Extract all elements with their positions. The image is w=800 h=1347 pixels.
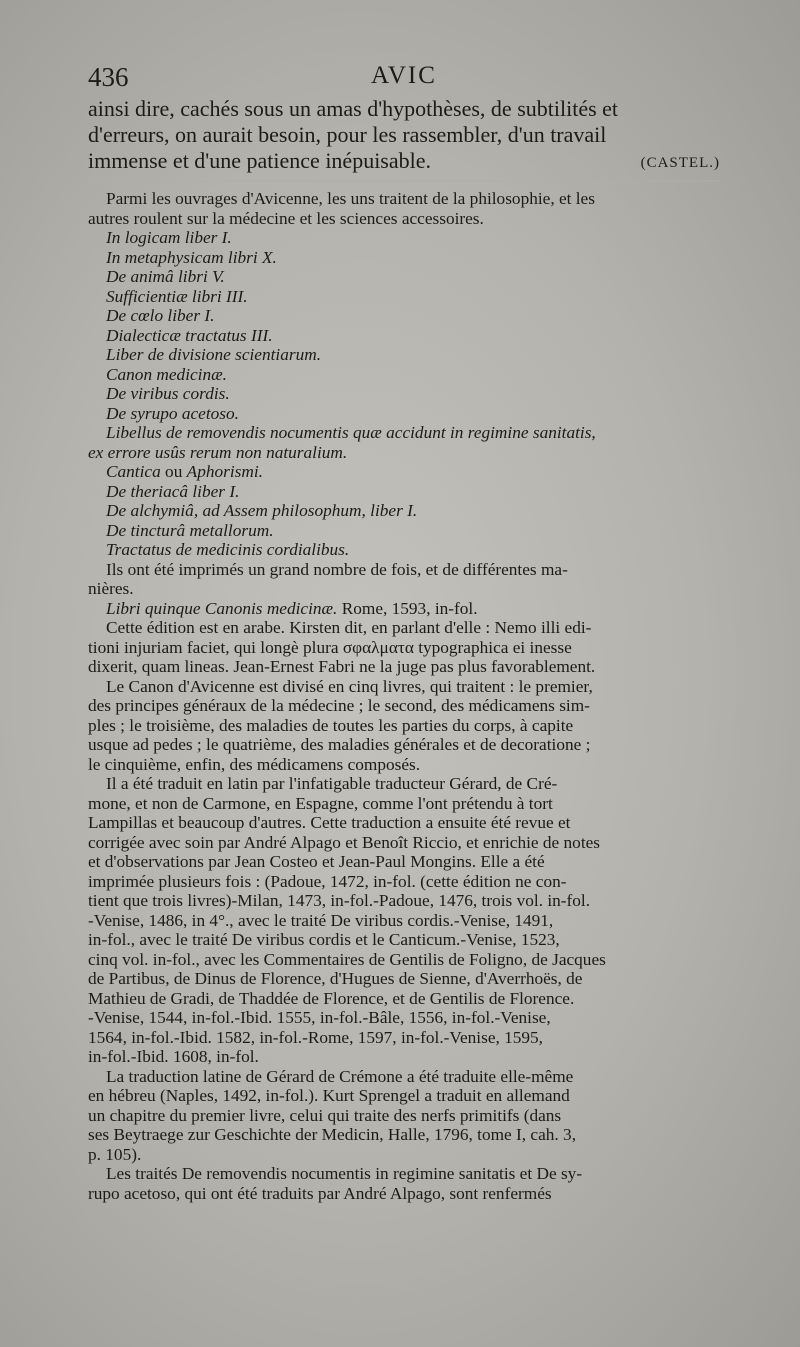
- work-title: In logicam liber I.: [106, 228, 232, 247]
- page-number: 436: [88, 62, 129, 92]
- text-line: La traduction latine de Gérard de Crémone a été traduite elle-même: [106, 1066, 574, 1086]
- text-line: Ils ont été imprimés un grand nombre de fois, et de différentes ma-: [106, 559, 568, 579]
- article-body: [88, 189, 720, 1203]
- text-segment: immense et d'une patience inépuisable.: [88, 148, 432, 173]
- text-line: rupo acetoso, qui ont été traduits par André Alpago, sont renfermés: [88, 1183, 552, 1203]
- work-title: In metaphysicam libri X.: [106, 247, 277, 267]
- text-line: le cinquième, enfin, des médicamens composés.: [88, 754, 421, 774]
- text-line: nières.: [88, 579, 134, 598]
- text-segment: Libri quinque Canonis medicinæ.: [106, 598, 338, 618]
- text-line: Les traités De removendis nocumentis in regimine sanitatis et De sy-: [106, 1164, 583, 1183]
- text-line: corrigée avec soin par André Alpago et Benoît Riccio, et enrichie de notes: [88, 832, 601, 852]
- text-line: des principes généraux de la médecine ; le second, des médicamens sim-: [88, 696, 590, 715]
- work-title: Tractatus de medicinis cordialibus.: [106, 540, 350, 559]
- work-title: [88, 462, 720, 482]
- text-segment: Cantica: [106, 462, 161, 481]
- text-segment: Aphorismi.: [186, 462, 263, 481]
- text-line: tioni injuriam faciet, qui longè plura σφαλματα typographica ei inesse: [88, 637, 572, 657]
- section-rule: [88, 180, 720, 182]
- text-line: dixerit, quam lineas. Jean-Ernest Fabri ne la juge pas plus favorablement.: [88, 657, 596, 676]
- text-line: ples ; le troisième, des maladies de toutes les parties du corps, à capite: [88, 715, 574, 735]
- work-title: De viribus cordis.: [106, 384, 230, 403]
- text-line: autres roulent sur la médecine et les sciences accessoires.: [88, 208, 484, 228]
- text-line: -Venise, 1544, in-fol.-Ibid. 1555, in-fol.-Bâle, 1556, in-fol.-Venise,: [88, 1008, 551, 1027]
- text-line: [88, 599, 720, 619]
- text-line: Le Canon d'Avicenne est divisé en cinq livres, qui traitent : le premier,: [106, 676, 593, 696]
- work-title: Libellus de removendis nocumentis quæ accidunt in regimine sanitatis,: [106, 423, 596, 442]
- text-segment: ou: [160, 462, 187, 481]
- text-line: cinq vol. in-fol., avec les Commentaires de Gentilis de Foligno, de Jacques: [88, 949, 606, 969]
- text-line: in-fol., avec le traité De viribus cordis et le Canticum.-Venise, 1523,: [88, 930, 560, 949]
- text-line: Il a été traduit en latin par l'infatigable traducteur Gérard, de Cré-: [106, 774, 558, 793]
- text-line: d'erreurs, on aurait besoin, pour les rassembler, d'un travail: [88, 122, 607, 147]
- work-title: De tincturâ metallorum.: [106, 520, 274, 540]
- work-title: Sufficientiæ libri III.: [106, 286, 248, 306]
- text-line: et d'observations par Jean Costeo et Jean-Paul Mongins. Elle a été: [88, 852, 545, 871]
- page-header: [88, 62, 720, 96]
- work-title: ex errore usûs rerum non naturalium.: [88, 442, 348, 462]
- text-line: ses Beytraege zur Geschichte der Medicin, Halle, 1796, tome I, cah. 3,: [88, 1125, 577, 1144]
- text-line: 1564, in-fol.-Ibid. 1582, in-fol.-Rome, 1597, in-fol.-Venise, 1595,: [88, 1027, 544, 1047]
- work-title: De alchymiâ, ad Assem philosophum, liber I.: [106, 501, 418, 520]
- work-title: De theriacâ liber I.: [106, 481, 240, 501]
- text-line: ainsi dire, cachés sous un amas d'hypothèses, de subtilités et: [88, 96, 619, 121]
- text-line: tient que trois livres)-Milan, 1473, in-fol.-Padoue, 1476, trois vol. in-fol.: [88, 891, 591, 910]
- text-line: in-fol.-Ibid. 1608, in-fol.: [88, 1047, 259, 1066]
- work-title: Liber de divisione scientiarum.: [106, 345, 322, 364]
- preceding-paragraph: [88, 96, 720, 176]
- text-line: Parmi les ouvrages d'Avicenne, les uns traitent de la philosophie, et les: [106, 189, 595, 208]
- text-line: en hébreu (Naples, 1492, in-fol.). Kurt Sprengel a traduit en allemand: [88, 1086, 570, 1105]
- text-line: un chapitre du premier livre, celui qui traite des nerfs primitifs (dans: [88, 1105, 562, 1125]
- text-line: imprimée plusieurs fois : (Padoue, 1472, in-fol. (cette édition ne con-: [88, 871, 567, 891]
- text-segment: Rome, 1593, in-fol.: [337, 598, 478, 618]
- text-line: Mathieu de Gradi, de Thaddée de Florence, et de Gentilis de Florence.: [88, 988, 575, 1008]
- work-title: Dialecticæ tractatus III.: [106, 325, 273, 345]
- work-title: De animâ libri V.: [106, 267, 225, 286]
- text-line: mone, et non de Carmone, en Espagne, comme l'ont prétendu à tort: [88, 793, 553, 813]
- text-line: Cette édition est en arabe. Kirsten dit, en parlant d'elle : Nemo illi edi-: [106, 618, 592, 637]
- text-line: [88, 148, 720, 174]
- text-line: p. 105).: [88, 1144, 142, 1164]
- text-line: Lampillas et beaucoup d'autres. Cette traduction a ensuite été revue et: [88, 813, 571, 832]
- text-line: usque ad pedes ; le quatrième, des maladies générales et de decoratione ;: [88, 735, 591, 754]
- work-title: De cœlo liber I.: [106, 306, 215, 325]
- text-line: de Partibus, de Dinus de Florence, d'Hugues de Sienne, d'Averrhoës, de: [88, 969, 583, 988]
- work-title: De syrupo acetoso.: [106, 403, 239, 423]
- works-list: [88, 228, 720, 560]
- signature: (CASTEL.): [640, 155, 720, 171]
- work-title: Canon medicinæ.: [106, 364, 227, 384]
- text-line: -Venise, 1486, in 4°., avec le traité De viribus cordis.-Venise, 1491,: [88, 910, 554, 930]
- running-head: AVIC: [371, 62, 437, 89]
